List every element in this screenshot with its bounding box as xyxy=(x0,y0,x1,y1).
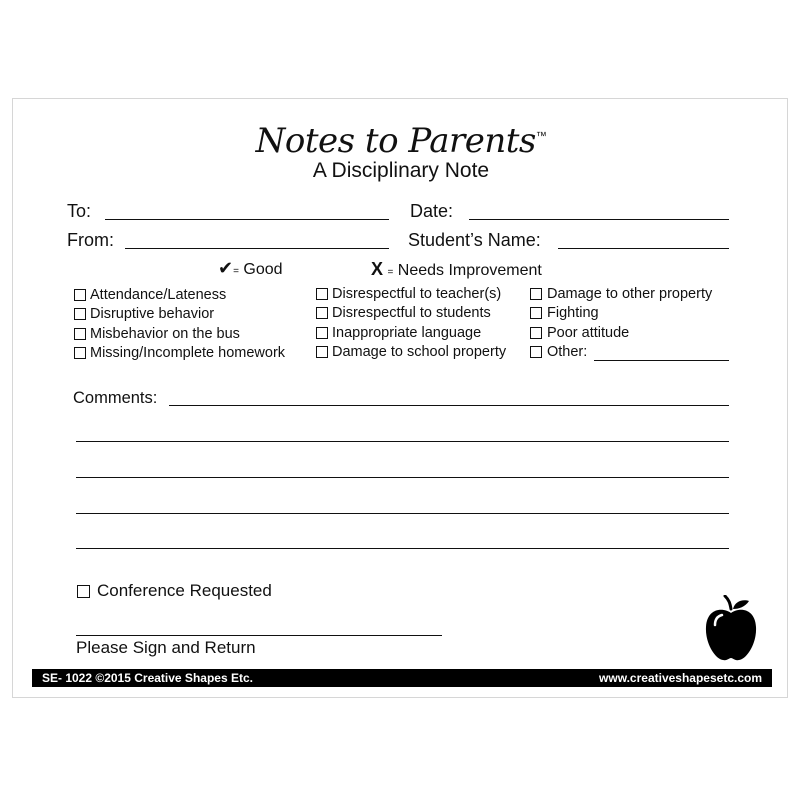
checkbox-disrespect-teacher[interactable] xyxy=(316,288,328,300)
checkbox-fighting[interactable] xyxy=(530,307,542,319)
date-label: Date: xyxy=(410,201,454,221)
checkbox-disruptive-behavior[interactable] xyxy=(74,308,86,320)
checkbox-inappropriate-language[interactable] xyxy=(316,327,328,339)
student-name-label: Student’s Name: xyxy=(408,230,541,250)
disciplinary-note-card xyxy=(12,98,788,698)
date-field-line[interactable] xyxy=(469,219,729,220)
from-label: From: xyxy=(67,230,114,250)
option-label: Disruptive behavior xyxy=(90,306,215,322)
option-label: Other: xyxy=(547,344,588,360)
student-name-field-line[interactable] xyxy=(558,248,729,249)
option-label: Missing/Incomplete homework xyxy=(90,345,286,361)
signature-label: Please Sign and Return xyxy=(76,638,256,657)
comments-line-4[interactable] xyxy=(76,513,729,514)
checkbox-conference[interactable] xyxy=(77,585,90,598)
checkbox-disrespect-students[interactable] xyxy=(316,307,328,319)
option-label: Disrespectful to students xyxy=(332,305,491,321)
footer-copyright: SE- 1022 ©2015 Creative Shapes Etc. xyxy=(42,671,253,685)
apple-icon xyxy=(703,595,759,663)
option-label: Disrespectful to teacher(s) xyxy=(332,286,502,302)
checkbox-poor-attitude[interactable] xyxy=(530,327,542,339)
comments-label: Comments: xyxy=(73,389,158,407)
comments-line-2[interactable] xyxy=(76,441,729,442)
from-field-line[interactable] xyxy=(125,248,389,249)
footer-bar xyxy=(32,669,772,687)
checkbox-missing-homework[interactable] xyxy=(74,347,86,359)
to-label: To: xyxy=(67,201,92,221)
checkbox-other[interactable] xyxy=(530,346,542,358)
signature-line[interactable] xyxy=(76,635,442,636)
option-label: Misbehavior on the bus xyxy=(90,326,240,342)
comments-line-1[interactable] xyxy=(169,405,729,406)
option-label: Fighting xyxy=(547,305,599,321)
checkbox-misbehavior-bus[interactable] xyxy=(74,328,86,340)
note-title: Notes to Parents™ xyxy=(255,121,547,161)
legend-needs-improvement: X = Needs Improvement xyxy=(371,259,542,279)
trademark-symbol: ™ xyxy=(535,130,547,143)
option-label: Damage to school property xyxy=(332,344,507,360)
checkbox-attendance[interactable] xyxy=(74,289,86,301)
comments-line-5[interactable] xyxy=(76,548,729,549)
option-label: Inappropriate language xyxy=(332,325,482,341)
check-icon: ✔ xyxy=(218,258,234,278)
legend-good: ✔= Good xyxy=(218,258,283,278)
comments-line-3[interactable] xyxy=(76,477,729,478)
option-label: Attendance/Lateness xyxy=(90,287,227,303)
to-field-line[interactable] xyxy=(105,219,389,220)
note-subtitle: A Disciplinary Note xyxy=(312,159,490,182)
conference-label: Conference Requested xyxy=(97,581,272,600)
checkbox-damage-other-property[interactable] xyxy=(530,288,542,300)
checkbox-damage-school-property[interactable] xyxy=(316,346,328,358)
option-label: Damage to other property xyxy=(547,286,713,302)
other-field-line[interactable] xyxy=(594,360,729,361)
option-label: Poor attitude xyxy=(547,325,630,341)
footer-website-link[interactable]: www.creativeshapesetc.com xyxy=(599,671,762,685)
x-mark-icon: X xyxy=(371,259,384,279)
